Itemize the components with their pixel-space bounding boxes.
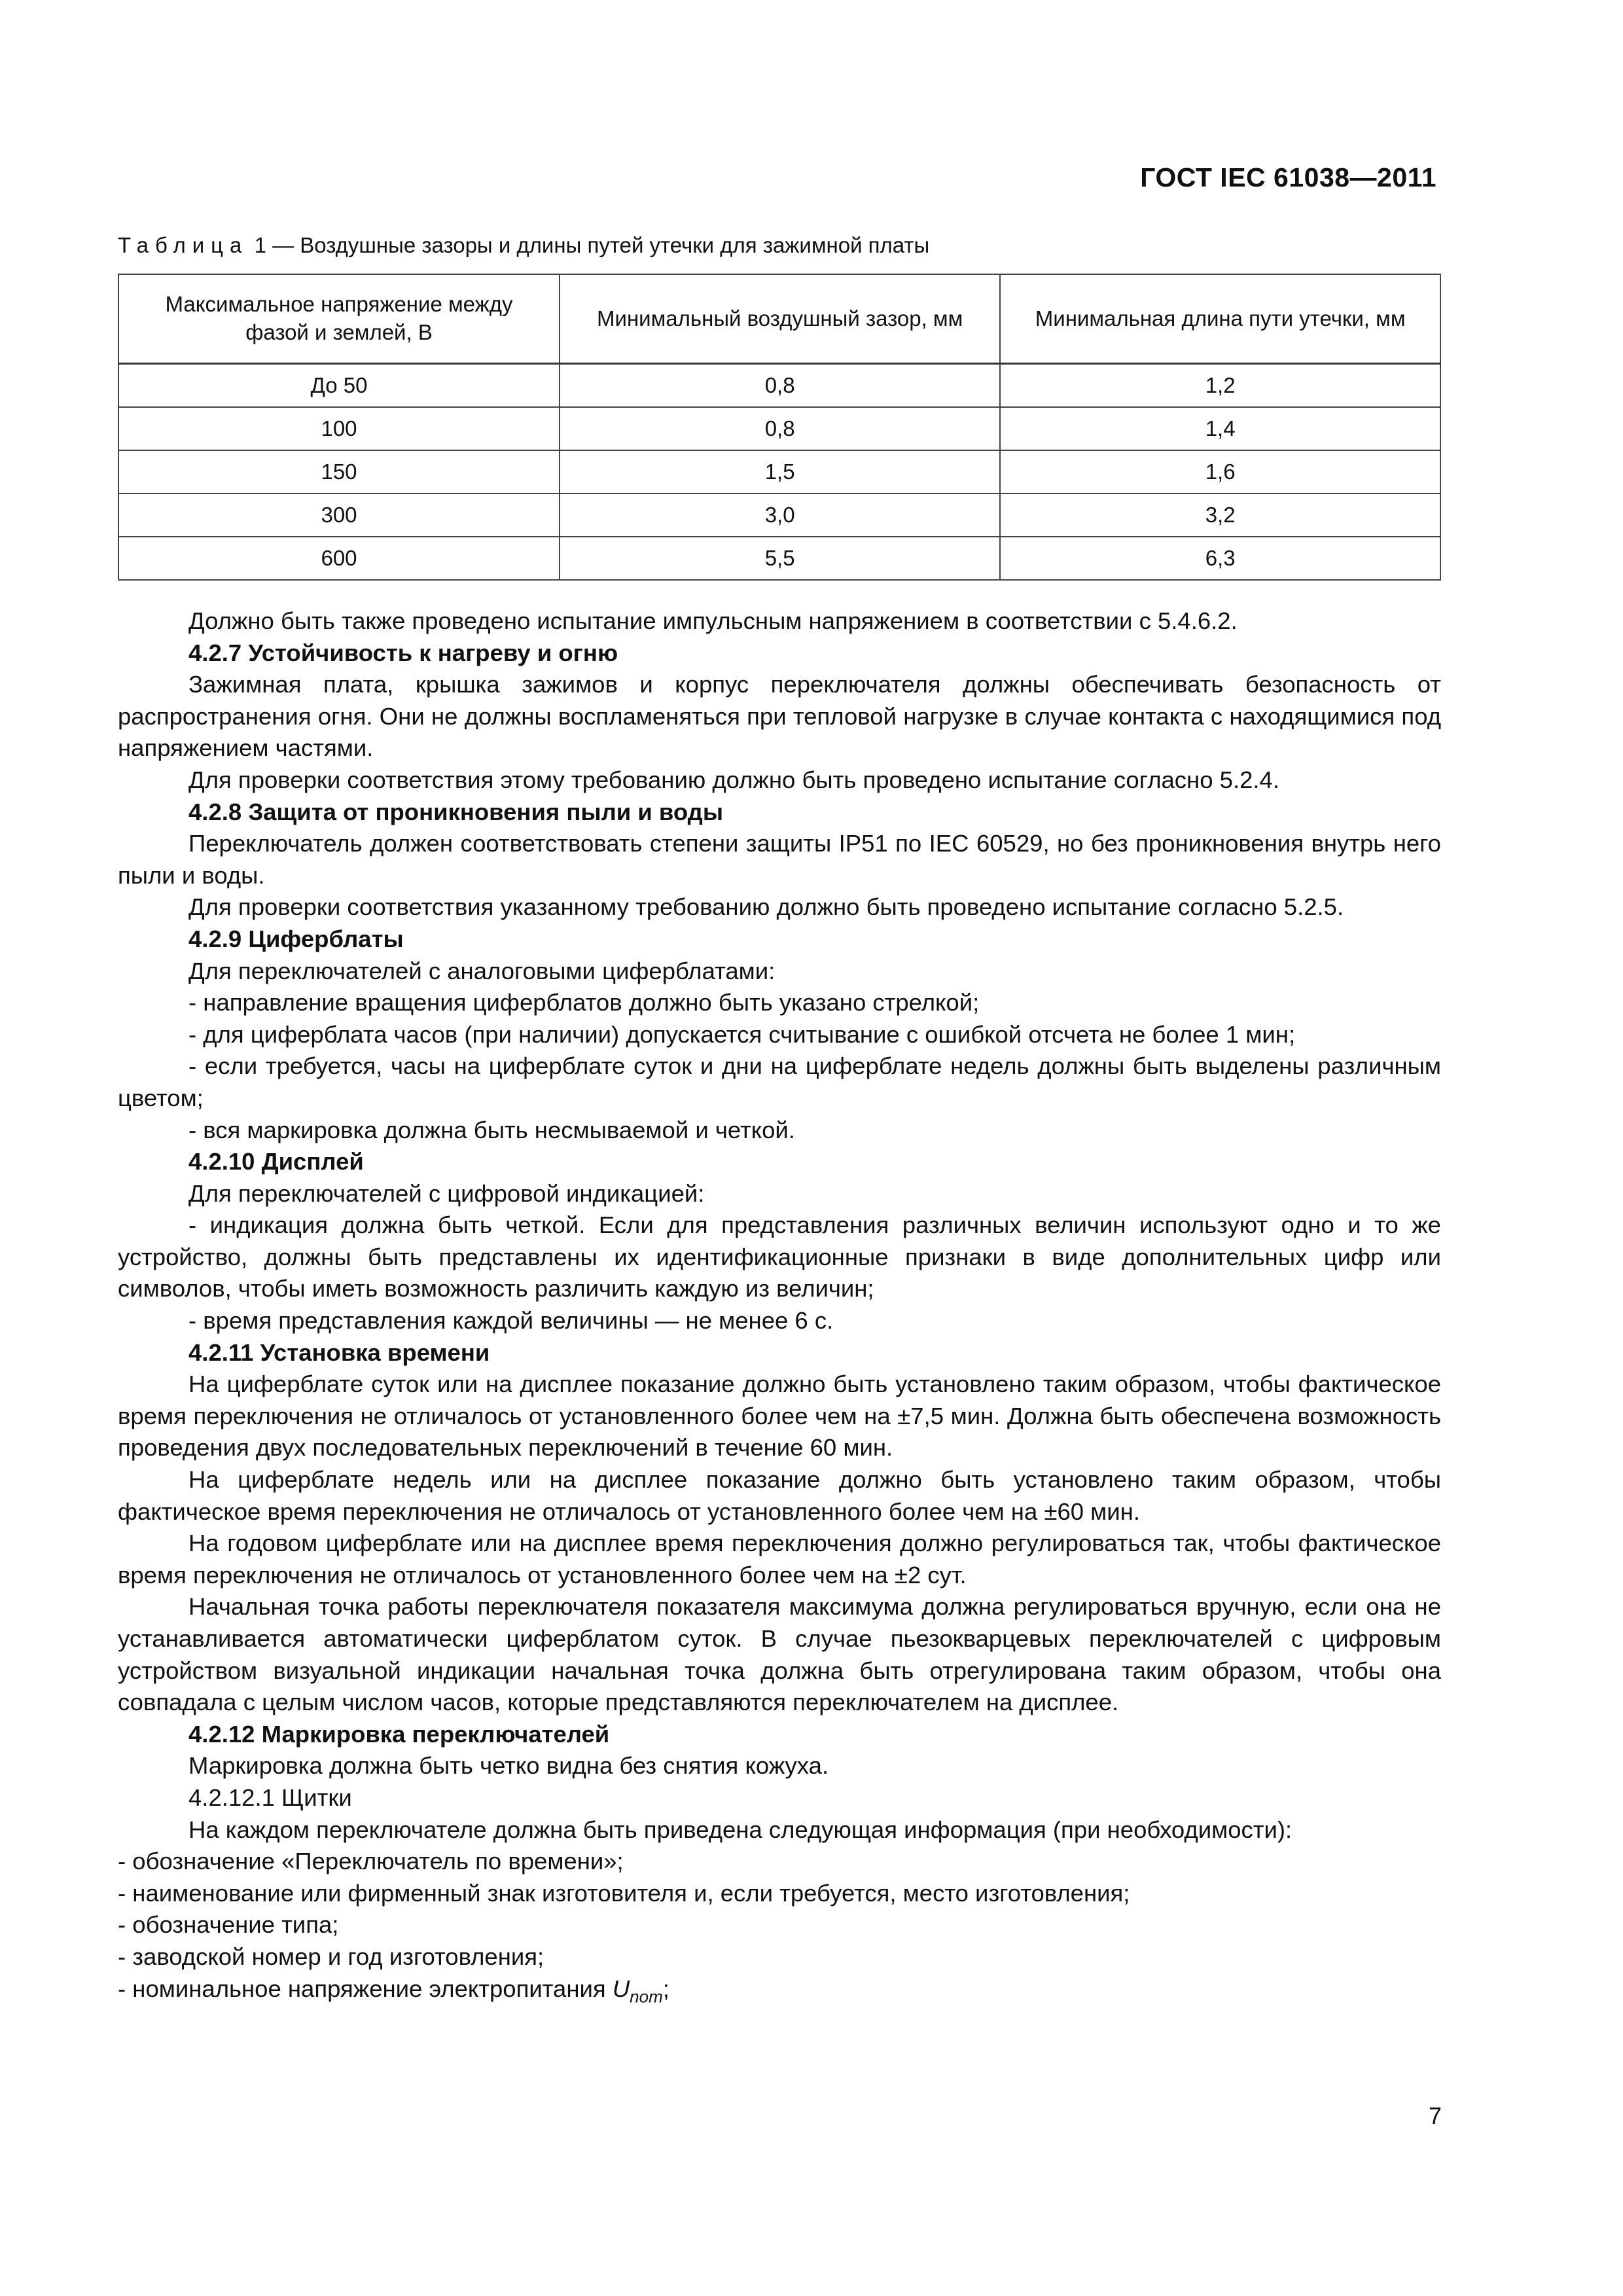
table-header-row: [118, 274, 1440, 364]
paragraph: Зажимная плата, крышка зажимов и корпус переключателя должны обеспечивать безопасность от распространения огня. Они не должны воспламеняться при тепловой нагрузке в случае контакта с находящимися под напряжением частями.: [118, 671, 1441, 762]
table-header-cell: Минимальная длина пути утечки, мм: [1000, 274, 1440, 364]
section-heading-4-2-7: 4.2.7 Устойчивость к нагреву и огню: [188, 639, 618, 666]
table-header-cell: Максимальное напряжение между фазой и землей, В: [118, 274, 560, 364]
table-cell: 3,0: [560, 493, 1000, 537]
standard-designation: ГОСТ IEC 61038—2011: [1140, 162, 1436, 192]
list-item-text: - номинальное напряжение электропитания: [118, 1975, 613, 2002]
clearance-table: [118, 274, 1441, 581]
list-item-end: ;: [662, 1975, 669, 2002]
table-cell: 1,2: [1000, 364, 1440, 408]
table-caption-text: — Воздушные зазоры и длины путей утечки для зажимной платы: [266, 233, 930, 257]
section-heading-4-2-12: 4.2.12 Маркировка переключателей: [188, 1720, 610, 1748]
table-header-cell: Минимальный воздушный зазор, мм: [560, 274, 1000, 364]
list-item: - обозначение «Переключатель по времени»;: [118, 1848, 624, 1875]
list-item: [118, 1973, 1441, 2013]
paragraph: Должно быть также проведено испытание импульсным напряжением в соответствии с 5.4.6.2.: [188, 607, 1238, 634]
table-cell: 1,5: [560, 450, 1000, 493]
voltage-subscript: nom: [630, 1986, 663, 2006]
paragraph: Для переключателей с цифровой индикацией:: [188, 1179, 705, 1207]
table-caption: [118, 233, 929, 258]
section-heading-4-2-11: 4.2.11 Установка времени: [188, 1338, 490, 1366]
list-item: - для циферблата часов (при наличии) допускается считывание с ошибкой отсчета не более 1 мин;: [188, 1020, 1296, 1048]
paragraph: На годовом циферблате или на дисплее время переключения должно регулироваться так, чтобы фактическое время переключения не отличалось от установленного более чем на ±2 сут.: [118, 1530, 1441, 1588]
paragraph: На циферблате недель или на дисплее показание должно быть установлено таким образом, чтобы фактическое время переключения не отличалось от установленного более чем на ±60 мин.: [118, 1466, 1441, 1525]
list-item: - заводской номер и год изготовления;: [118, 1943, 544, 1970]
table-caption-label: Таблица: [118, 233, 249, 257]
table-cell: 0,8: [560, 407, 1000, 450]
body-text: [118, 605, 1441, 2012]
table-cell: 100: [118, 407, 560, 450]
table-caption-number: 1: [254, 233, 266, 257]
table-cell: 5,5: [560, 537, 1000, 580]
list-item: - если требуется, часы на циферблате суток и дни на циферблате недель должны быть выделены различным цветом;: [118, 1052, 1441, 1111]
subsection-heading-4-2-12-1: 4.2.12.1 Щитки: [188, 1784, 352, 1811]
list-item: - обозначение типа;: [118, 1911, 339, 1939]
paragraph: На циферблате суток или на дисплее показание должно быть установлено таким образом, чтобы фактическое время переключения не отличалось от установленного более чем на ±7,5 мин. Должна быть обеспечена возможность проведения двух последовательных переключений в течение 60 мин.: [118, 1371, 1441, 1462]
list-item: - направление вращения циферблатов должно быть указано стрелкой;: [188, 989, 980, 1016]
list-item: - вся маркировка должна быть несмываемой и четкой.: [188, 1116, 795, 1143]
table-row: [118, 450, 1440, 493]
list-item: - наименование или фирменный знак изготовителя и, если требуется, место изготовления;: [118, 1879, 1130, 1907]
table-cell: 1,6: [1000, 450, 1440, 493]
table-row: [118, 364, 1440, 408]
voltage-symbol: U: [612, 1975, 630, 2002]
list-item: - время представления каждой величины — не менее 6 с.: [188, 1307, 834, 1335]
table-cell: 6,3: [1000, 537, 1440, 580]
paragraph: Начальная точка работы переключателя показателя максимума должна регулироваться вручную, если она не устанавливается автоматически циферблатом суток. В случае пьезокварцевых переключателей с цифровым устройством визуальной индикации начальная точка должна быть отрегулирована таким образом, чтобы она совпадала с целым числом часов, которые представляются переключателем на дисплее.: [118, 1593, 1441, 1716]
list-item: - индикация должна быть четкой. Если для представления различных величин используют одно и то же устройство, должны быть представлены их идентификационные признаки в виде дополнительных цифр или символов, чтобы иметь возможность различить каждую из величин;: [118, 1211, 1441, 1302]
paragraph: Переключатель должен соответствовать степени защиты IP51 по IEC 60529, но без проникновения внутрь него пыли и воды.: [118, 830, 1441, 889]
table-cell: 0,8: [560, 364, 1000, 408]
table-row: [118, 493, 1440, 537]
paragraph: Для переключателей с аналоговыми циферблатами:: [188, 957, 776, 984]
paragraph: Для проверки соответствия указанному требованию должно быть проведено испытание согласно 5.2.5.: [188, 893, 1344, 921]
table-row: [118, 537, 1440, 580]
table-cell: 600: [118, 537, 560, 580]
table-cell: 3,2: [1000, 493, 1440, 537]
section-heading-4-2-8: 4.2.8 Защита от проникновения пыли и воды: [188, 798, 724, 825]
table-row: [118, 407, 1440, 450]
table-cell: До 50: [118, 364, 560, 408]
section-heading-4-2-10: 4.2.10 Дисплей: [188, 1148, 364, 1175]
section-heading-4-2-9: 4.2.9 Циферблаты: [188, 925, 404, 952]
table-cell: 300: [118, 493, 560, 537]
table-cell: 1,4: [1000, 407, 1440, 450]
paragraph: Маркировка должна быть четко видна без снятия кожуха.: [188, 1752, 829, 1780]
table-cell: 150: [118, 450, 560, 493]
page-number: 7: [1428, 2102, 1442, 2129]
paragraph: Для проверки соответствия этому требованию должно быть проведено испытание согласно 5.2.4.: [188, 766, 1279, 793]
paragraph: На каждом переключателе должна быть приведена следующая информация (при необходимости):: [188, 1816, 1293, 1843]
